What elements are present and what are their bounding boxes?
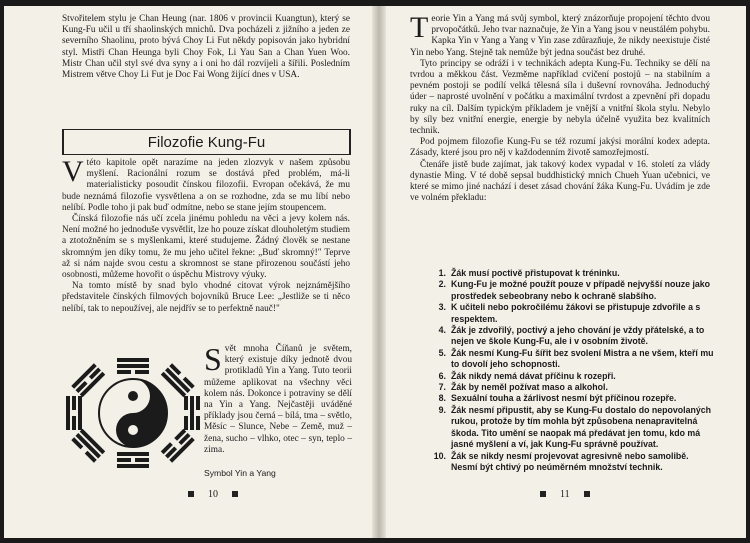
rule-number: 10. bbox=[433, 450, 446, 461]
paragraph-2: Čínská filozofie nás učí zcela jinému pohledu na věci a jevy kolem nás. Není možné ho jednoduše vysvětlit, lze ho pouze získat dlouholetým studiem a ztotožněním se s myšlenkami, které studujeme. Žádný člověk se nestane skromným jen díky tomu, že mu jeho učitel řekne: „Buď skromný!" Teprve až si nám najde svou cestu a skromnost se stane přirozenou součástí jeho osobnosti, můžeme hovořit o úspěchu Mistrovy výuky. bbox=[62, 214, 350, 281]
rule-number: 5. bbox=[438, 347, 446, 358]
yin-yang-bagua-image bbox=[62, 354, 204, 472]
paragraph-r4: Čtenáře jistě bude zajímat, jak takový kodex vypadal v 16. století za vlády dynastie Ming. V té době sepsal buddhistický mnich Chueh Yuan učebnici, ve které se mimo jiné nachází i deset zásad chování žáka Kung-Fu. Uvádím je zde ve volném překladu: bbox=[410, 159, 710, 204]
rule-number: 1. bbox=[438, 268, 446, 278]
rule-item bbox=[424, 451, 714, 474]
rule-item bbox=[424, 302, 714, 325]
page-number-right: 11 bbox=[526, 489, 604, 500]
dropcap-s: S bbox=[204, 341, 222, 377]
rule-item bbox=[424, 371, 714, 382]
book-spread bbox=[4, 6, 746, 538]
rule-item bbox=[424, 279, 714, 302]
left-main-text bbox=[62, 155, 350, 315]
rules-list bbox=[424, 268, 714, 473]
section-heading-box bbox=[62, 129, 351, 155]
rule-text: Žák nesmí Kung-Fu šířit bez svolení Mistra a ne všem, kteří mu to dovolí jeho schopnosti. bbox=[451, 347, 714, 370]
rule-item bbox=[424, 405, 714, 451]
rule-number: 3. bbox=[438, 302, 446, 313]
rule-number: 2. bbox=[438, 279, 446, 290]
rule-text: Žák je zdvořilý, poctivý a jeho chování je vždy přátelské, a to nejen ve škole Kung-Fu, ale i v osobním životě. bbox=[451, 325, 705, 347]
left-top-paragraph: Stvořitelem stylu je Chan Heung (nar. 1806 v provincii Kuangtun), který se Kung-Fu učil u tří shaolinských mnichů. Dva pocházeli z jižního a jeden ze severního Shaolinu, proto bývá Choy Li Fut někdy popisován jako hybridní styl. Mistři Chan Heunga byli Choy Fok, Li Yau San a Chan Yuen Woo. Mistr Chan učil styl své dva syny a i oni ho dál rozvíjeli a šířili. Posledním Mistrem větve Choy Li Fut je Doc Fai Wong žijící dnes v USA. bbox=[62, 14, 350, 81]
left-page bbox=[4, 6, 372, 538]
rule-text: Žák musí poctivě přistupovat k tréninku. bbox=[451, 268, 620, 278]
rule-text: Žák nikdy nemá dávat příčinu k rozepři. bbox=[451, 370, 616, 381]
right-main-text bbox=[410, 11, 710, 204]
rule-item bbox=[424, 348, 714, 371]
rule-text: Žák by neměl požívat maso a alkohol. bbox=[451, 382, 608, 393]
image-caption: Symbol Yin a Yang bbox=[204, 468, 276, 478]
paragraph-r1: Teorie Yin a Yang má svůj symbol, který znázorňuje propojení těchto dvou prvopočátků. Jeho tvar naznačuje, že Yin a Yang jsou v neustálém pohybu. Kapka Yin v Yang a Yang v Yin zase zdůrazňuje, že nikdy neexistuje čisté Yin nebo Yang. Stejně tak nemůže být jedna součást bez druhé. bbox=[410, 11, 710, 58]
page-number-left: 10 bbox=[174, 489, 252, 500]
paragraph-r3: Pod pojmem filozofie Kung-Fu se též rozumí jakýsi morální kodex adepta. Zásady, které jsou pro něj v každodenním životě samozřejmostí. bbox=[410, 137, 710, 159]
rule-number: 4. bbox=[438, 325, 446, 336]
rule-text: Kung-Fu je možné použít pouze v případě nejvyšší nouze jako prostředek sebeobrany nebo k ochraně slabšího. bbox=[451, 279, 711, 301]
rule-item bbox=[424, 325, 714, 348]
folio-square-icon bbox=[232, 491, 238, 497]
paragraph-r2: Tyto principy se odráží i v technikách adepta Kung-Fu. Techniky se dělí na tvrdou a měkkou část. Vezměme například cvičení postojů – na stabilním a pevném postoji se podílí velká tělesná síla i duševní rovnováha. Jednoduchý úder – naprosté uvolnění v počátku a maximální tvrdost a zpevnění při dopadu ruky na cíl. Dalším typickým příkladem je vnější a vnitřní škola stylu. Nebylo by síly bez vnitřní energie, energie by nebyla účelně využita bez kvalitních technik. bbox=[410, 58, 710, 137]
rule-text: Žák se nikdy nesmí projevovat agresivně nebo samolibě. Nesmí být chtivý po neúměrném množství technik. bbox=[451, 450, 689, 472]
rule-number: 8. bbox=[438, 393, 446, 404]
yin-yang-symbol bbox=[99, 379, 167, 447]
rule-item bbox=[424, 268, 714, 279]
rule-item bbox=[424, 382, 714, 393]
dropcap-t: T bbox=[410, 11, 429, 44]
sidebar-text: Svět mnoha Číňanů je světem, který existuje díky jednotě dvou protikladů Yin a Yang. Tuto teorii můžeme aplikovat na všechny věci kolem nás. Dokonce i potraviny se dělí na Yin a Yang. Nejčastěji uváděné příklady jsou černá – bílá, tma – světlo, Měsíc – Slunce, Nebe – Země, muž – žena, sucho – vlhko, otec – syn, teplo – zima. bbox=[204, 341, 352, 455]
folio-square-icon bbox=[584, 491, 590, 497]
rule-item bbox=[424, 393, 714, 404]
book-gutter bbox=[372, 6, 386, 538]
folio-square-icon bbox=[188, 491, 194, 497]
paragraph-3: Na tomto místě by snad bylo vhodné citovat výrok nejznámějšího představitele čínských filmových bojovníků Bruce Lee: „Jestliže se ti něco nelíbí, tak to nepoužívej, ale nejdřív se to perfektně nauč!" bbox=[62, 281, 350, 314]
right-page bbox=[386, 6, 746, 538]
folio-square-icon bbox=[540, 491, 546, 497]
paragraph-1: Vtéto kapitole opět narazíme na jeden zlozvyk v našem způsobu myšlení. Racionální rozum se dostává před problém, má-li materialisticky posoudit čínskou filozofii. Evropan očekává, že mu bude neznámá filozofie vysvětlena a on se rozhodne, zda se mu líbí nebo nelíbí. Podle toho ji pak buď odmítne, nebo se stane jejím stoupencem. bbox=[62, 155, 350, 213]
rule-number: 7. bbox=[438, 382, 446, 393]
rule-text: K učiteli nebo pokročilému žákovi se přistupuje zdvořile a s respektem. bbox=[451, 302, 701, 324]
rule-text: Žák nesmí připustit, aby se Kung-Fu dostalo do nepovolaných rukou, protože by tím mohla být způsobena nenapravitelná škoda. Tito umění se naopak má předávat jen tomu, kdo má jasné myšlení a ví, jak Kung-Fu správně používat. bbox=[451, 404, 712, 450]
rule-text: Sexuální touha a žárlivost nesmí být příčinou rozepře. bbox=[451, 393, 677, 404]
rule-number: 9. bbox=[438, 404, 446, 415]
dropcap-v: V bbox=[62, 155, 84, 188]
rule-number: 6. bbox=[438, 370, 446, 381]
section-heading: Filozofie Kung-Fu bbox=[147, 133, 266, 151]
